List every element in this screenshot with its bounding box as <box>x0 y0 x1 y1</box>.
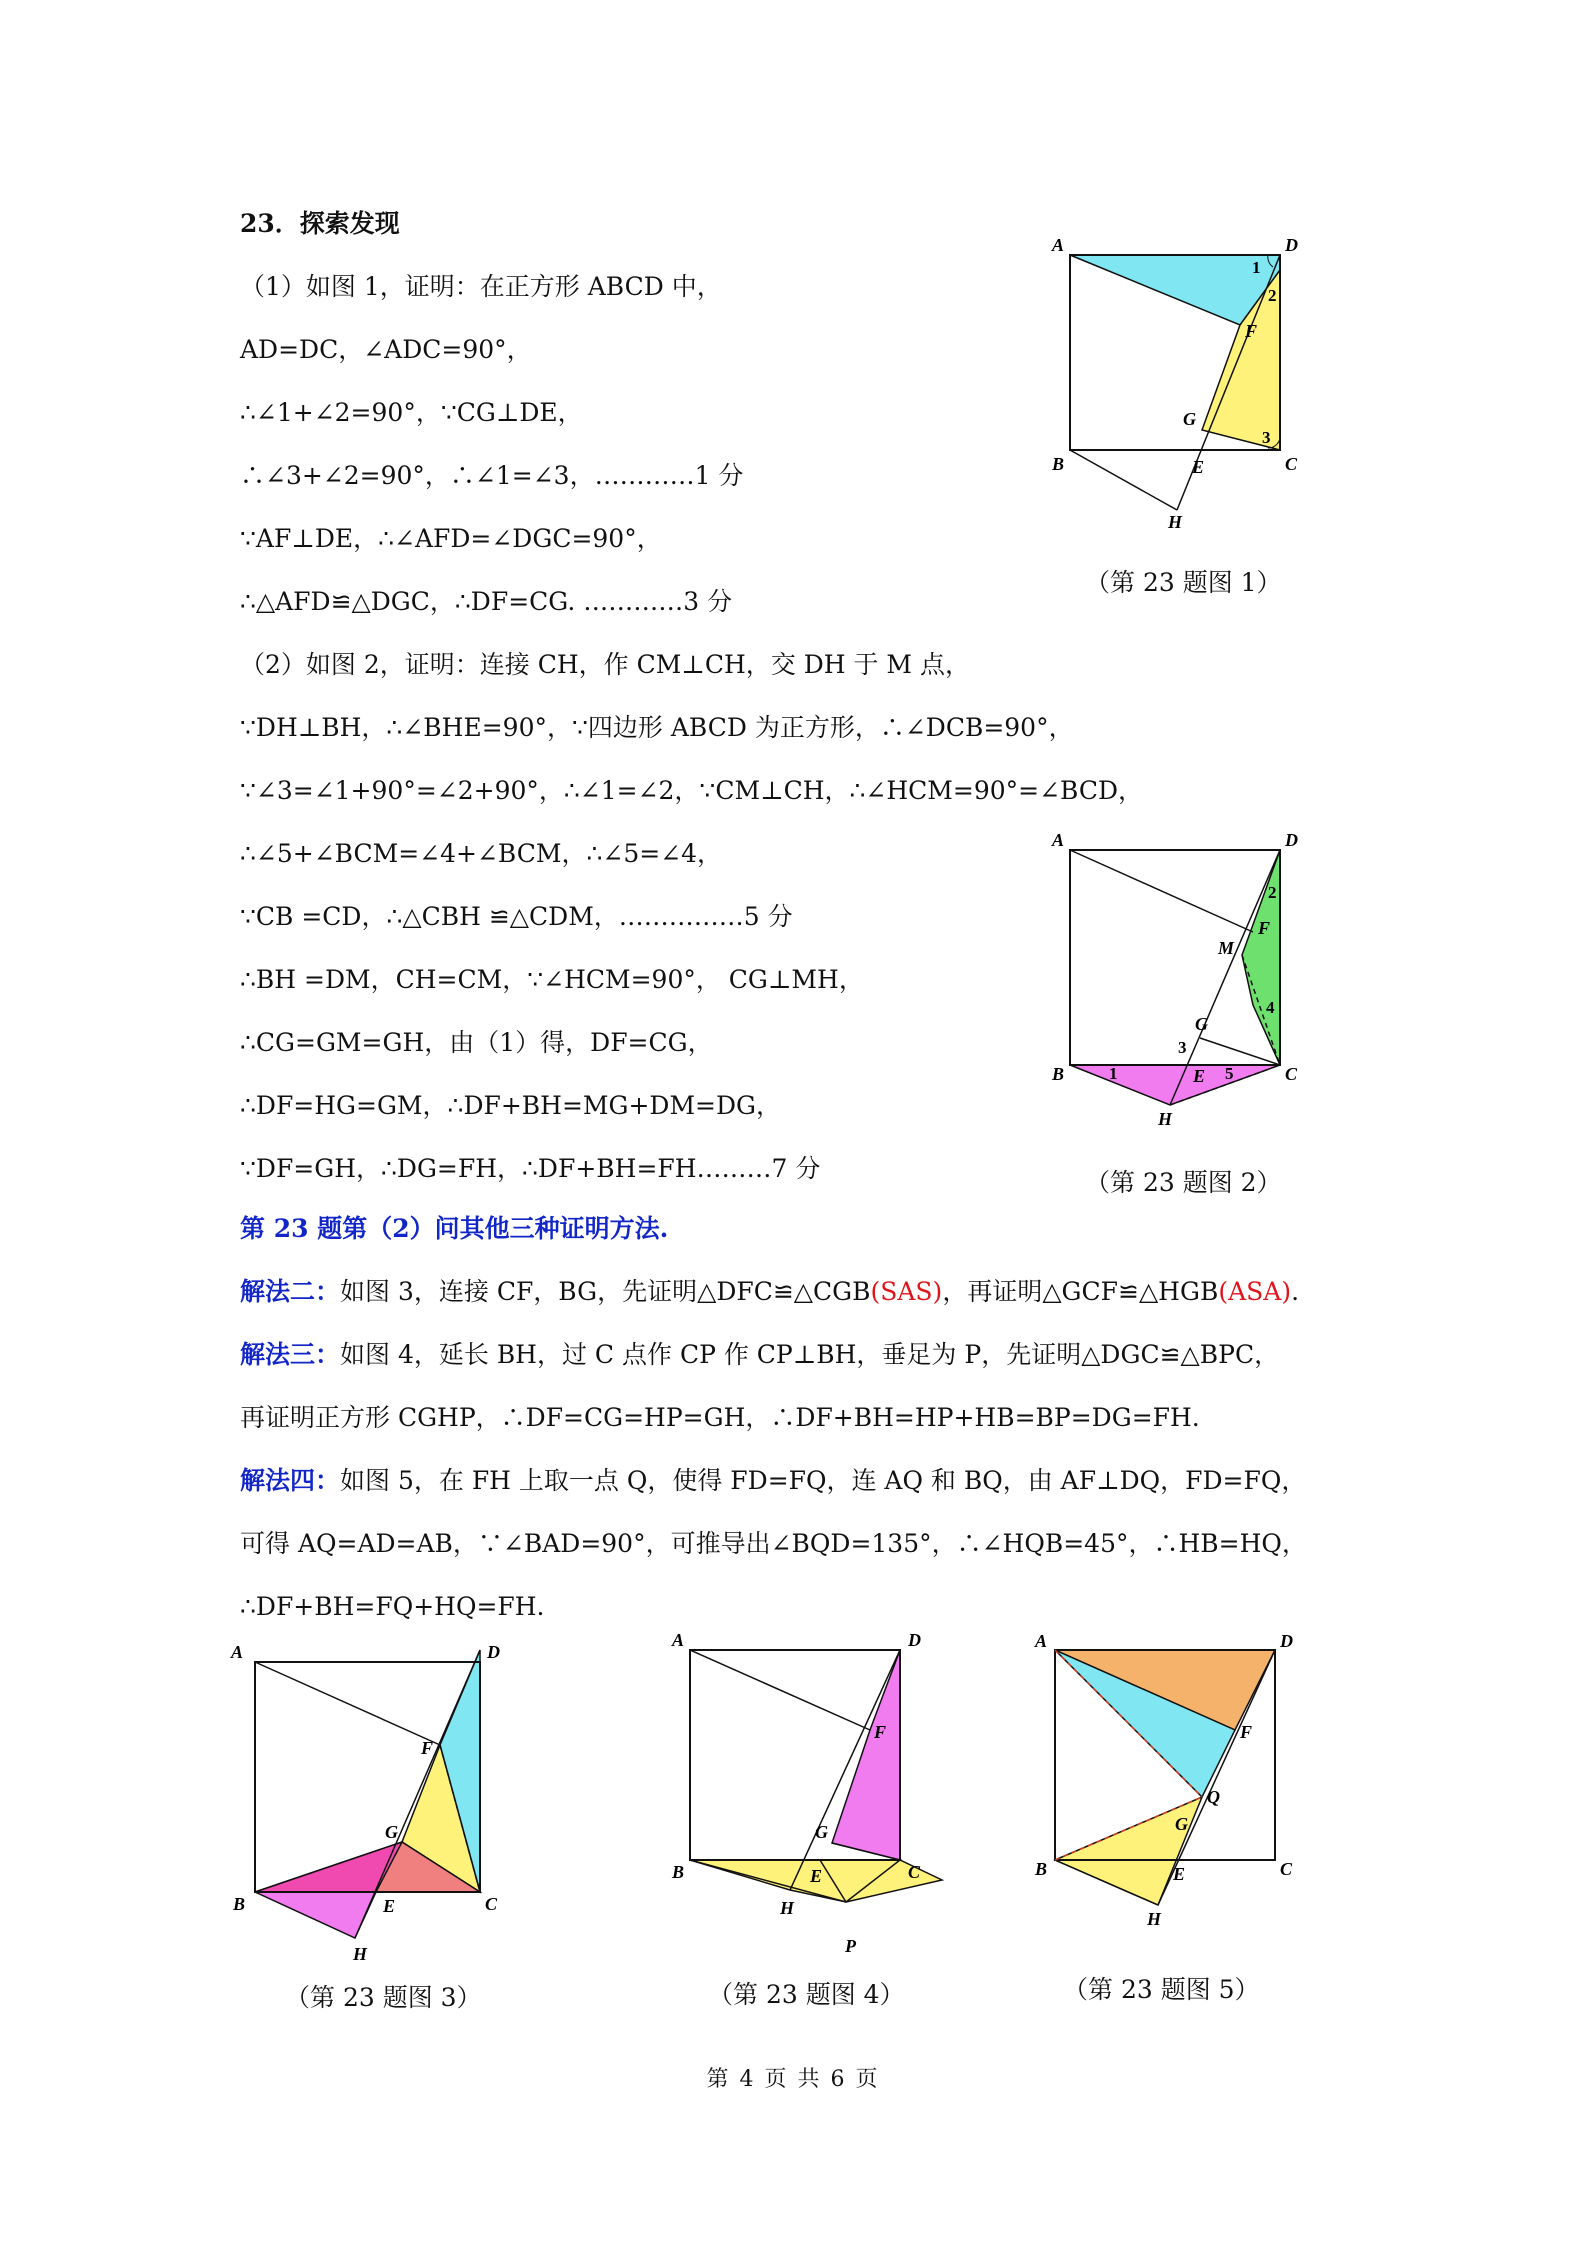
method3-label: 解法三： <box>240 1340 341 1369</box>
label-D: D <box>908 1630 921 1650</box>
problem-header: 23．探索发现 <box>240 209 400 238</box>
method4-line2: 可得 AQ=AD=AB，∵∠BAD=90°，可推导出∠BQD=135°，∴∠HQB=45°，∴HB=HQ， <box>240 1529 1307 1558</box>
method2-end: . <box>1291 1277 1300 1306</box>
label-D: D <box>1285 830 1298 850</box>
part2-line: ∵CB =CD，∴△CBH ≌△CDM，……………5 分 <box>240 902 793 931</box>
method2-text2: ，再证明△GCF≌△HGB <box>942 1277 1219 1306</box>
label-B: B <box>233 1894 246 1914</box>
label-H: H <box>1158 1109 1173 1129</box>
angle-3-label: 3 <box>1178 1038 1187 1057</box>
part2-line: ∴CG=GM=GH，由（1）得，DF=CG， <box>240 1028 713 1057</box>
other-methods-title: 第 23 题第（2）问其他三种证明方法. <box>240 1214 669 1243</box>
part1-line: AD=DC，∠ADC=90°， <box>240 335 532 364</box>
figure-5 <box>1025 1615 1325 1945</box>
label-E: E <box>1173 1864 1186 1884</box>
label-G: G <box>815 1822 828 1842</box>
label-C: C <box>1285 1064 1298 1084</box>
part2-line: ∵∠3=∠1+90°=∠2+90°，∴∠1=∠2，∵CM⊥CH，∴∠HCM=90°=∠BCD， <box>240 776 1144 805</box>
label-B: B <box>672 1862 685 1882</box>
method4-text: 如图 5，在 FH 上取一点 Q，使得 FD=FQ，连 AQ 和 BQ，由 AF⊥DQ，FD=FQ， <box>340 1466 1307 1495</box>
label-C: C <box>485 1894 498 1914</box>
label-E: E <box>1193 1066 1206 1086</box>
label-G: G <box>1175 1814 1188 1834</box>
angle-3-label: 3 <box>1262 428 1271 447</box>
method2-label: 解法二： <box>240 1277 341 1306</box>
part2-line: ∴BH =DM，CH=CM，∵∠HCM=90°， CG⊥MH， <box>240 965 864 994</box>
label-F: F <box>1258 918 1271 938</box>
figure-4-caption: （第 23 题图 4） <box>708 1980 905 2009</box>
method3-text: 如图 4，延长 BH，过 C 点作 CP 作 CP⊥BH，垂足为 P，先证明△DGC≌△BPC， <box>340 1340 1280 1369</box>
part2-line: ∵DH⊥BH，∴∠BHE=90°，∵四边形 ABCD 为正方形，∴∠DCB=90°， <box>240 713 1074 742</box>
label-B: B <box>1052 454 1065 474</box>
part1-line: ∴∠3+∠2=90°，∴∠1=∠3，…………1 分 <box>240 461 744 490</box>
label-G: G <box>1195 1014 1208 1034</box>
angle-1-label: 1 <box>1252 258 1261 277</box>
label-H: H <box>353 1944 368 1964</box>
part2-line: （2）如图 2，证明：连接 CH，作 CM⊥CH，交 DH 于 M 点， <box>240 650 970 679</box>
figure-5-caption: （第 23 题图 5） <box>1063 1975 1260 2004</box>
part1-line: ∴△AFD≌△DGC，∴DF=CG. …………3 分 <box>240 587 733 616</box>
figure-3-caption: （第 23 题图 3） <box>285 1983 482 2012</box>
label-H: H <box>1168 512 1183 532</box>
method4-line <box>240 1464 1306 1498</box>
figure-1 <box>1040 225 1320 535</box>
method2-text: 如图 3，连接 CF，BG，先证明△DFC≌△CGB <box>340 1277 871 1306</box>
asa-tag: (ASA) <box>1218 1277 1292 1306</box>
label-A: A <box>1052 830 1065 850</box>
label-A: A <box>1052 235 1065 255</box>
label-B: B <box>1052 1064 1065 1084</box>
angle-2-label: 2 <box>1268 286 1277 305</box>
figure-1-caption: （第 23 题图 1） <box>1085 568 1282 597</box>
method2-line <box>240 1275 1299 1309</box>
part2-line: ∴∠5+∠BCM=∠4+∠BCM，∴∠5=∠4， <box>240 839 723 868</box>
label-E: E <box>1192 457 1205 477</box>
label-C: C <box>1280 1859 1293 1879</box>
label-G: G <box>385 1822 398 1842</box>
figure-2 <box>1040 820 1320 1140</box>
part1-line: ∴∠1+∠2=90°，∵CG⊥DE， <box>240 398 583 427</box>
part1-line: ∵AF⊥DE，∴∠AFD=∠DGC=90°， <box>240 524 662 553</box>
part2-line: ∴DF=HG=GM，∴DF+BH=MG+DM=DG， <box>240 1091 782 1120</box>
angle-2-label: 2 <box>1268 883 1277 902</box>
label-C: C <box>1285 454 1298 474</box>
part1-line: （1）如图 1，证明：在正方形 ABCD 中， <box>240 272 722 301</box>
label-D: D <box>1280 1631 1293 1651</box>
label-F: F <box>421 1738 434 1758</box>
label-C: C <box>908 1862 921 1882</box>
label-F: F <box>1245 321 1258 341</box>
part2-line: ∵DF=GH，∴DG=FH，∴DF+BH=FH………7 分 <box>240 1154 821 1183</box>
page-footer: 第 4 页 共 6 页 <box>706 2067 880 2092</box>
method3-line2: 再证明正方形 CGHP，∴DF=CG=HP=GH，∴DF+BH=HP+HB=BP=DG=FH. <box>240 1403 1200 1432</box>
label-A: A <box>672 1630 685 1650</box>
sas-tag: (SAS) <box>870 1277 943 1306</box>
figure-4 <box>660 1620 960 1960</box>
figure-3 <box>225 1620 525 1964</box>
label-D: D <box>1285 235 1298 255</box>
angle-1-label: 1 <box>1109 1064 1118 1083</box>
label-F: F <box>874 1722 887 1742</box>
label-D: D <box>487 1642 500 1662</box>
method3-line <box>240 1338 1279 1372</box>
label-M: M <box>1218 938 1235 958</box>
label-B: B <box>1035 1859 1048 1879</box>
label-P: P <box>845 1936 856 1956</box>
method4-label: 解法四： <box>240 1466 341 1495</box>
label-E: E <box>383 1896 396 1916</box>
label-F: F <box>1240 1722 1253 1742</box>
label-A: A <box>1035 1631 1048 1651</box>
label-Q: Q <box>1207 1787 1220 1807</box>
method4-line3: ∴DF+BH=FQ+HQ=FH. <box>240 1592 545 1621</box>
label-H: H <box>780 1898 795 1918</box>
label-G: G <box>1183 409 1196 429</box>
angle-5-label: 5 <box>1225 1064 1234 1083</box>
figure-2-caption: （第 23 题图 2） <box>1085 1168 1282 1197</box>
label-A: A <box>231 1642 244 1662</box>
angle-4-label: 4 <box>1266 998 1275 1017</box>
label-E: E <box>810 1866 823 1886</box>
label-H: H <box>1147 1909 1162 1929</box>
